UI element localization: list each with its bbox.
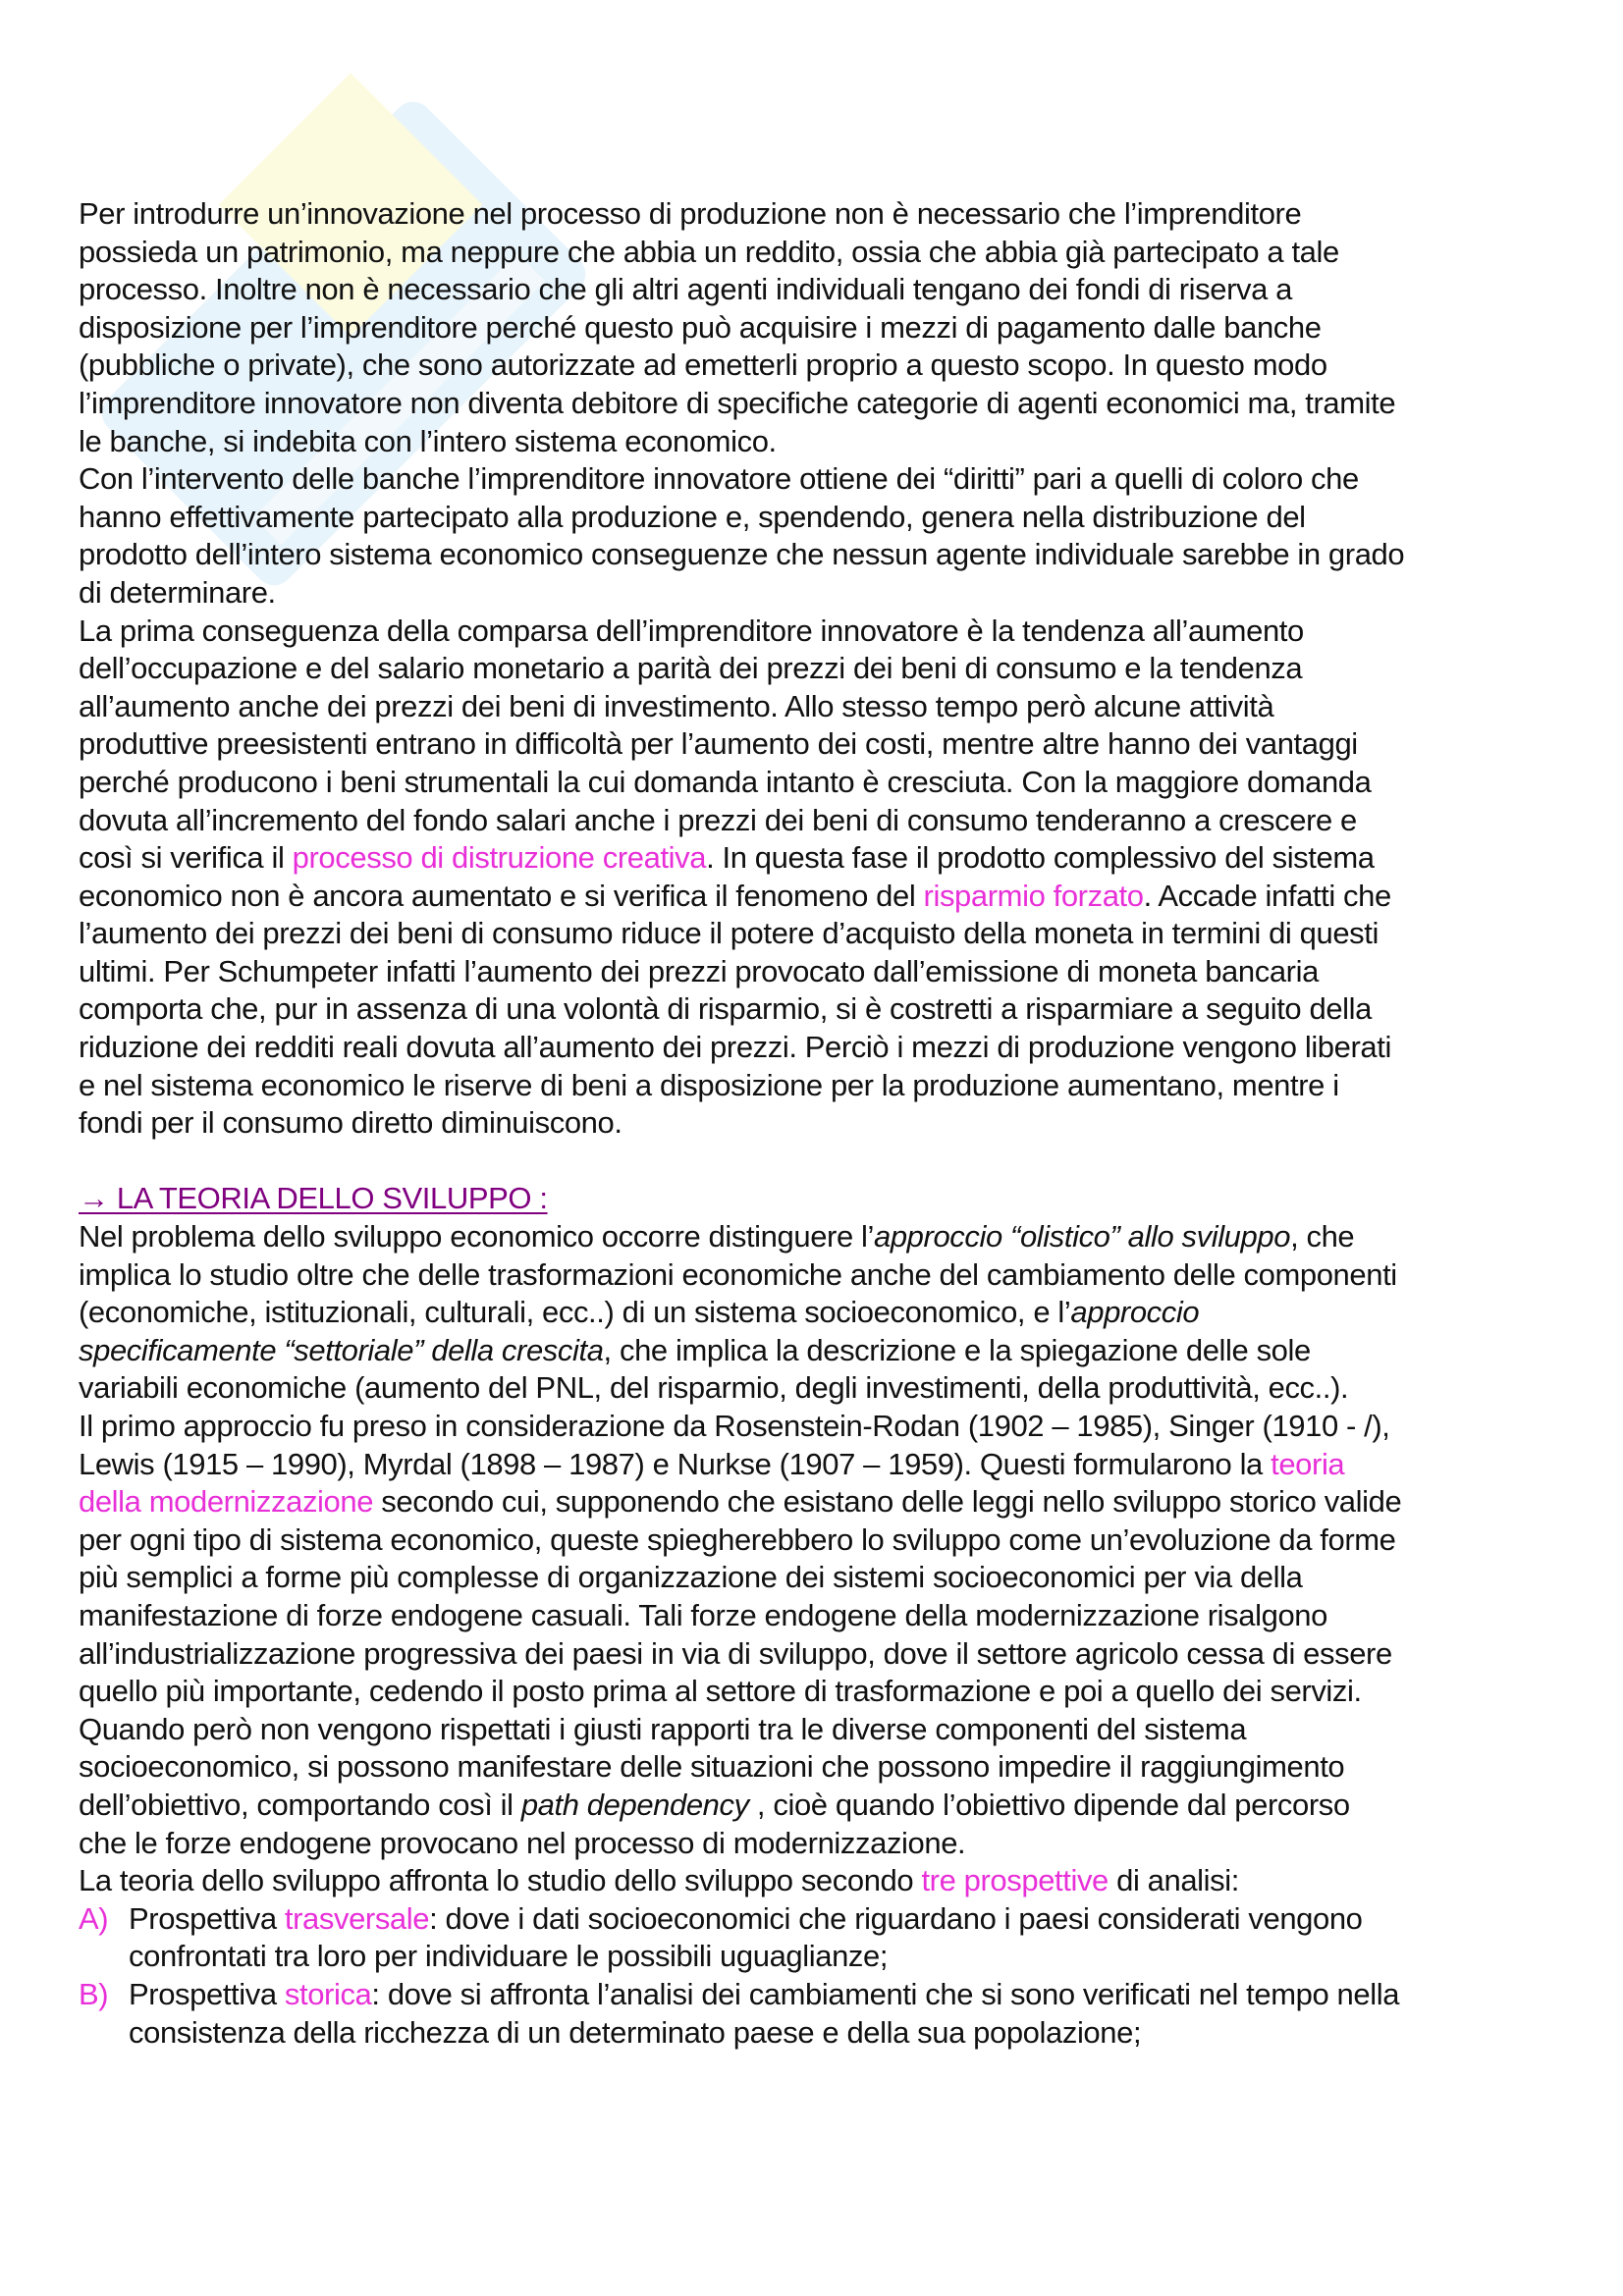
text-line: [79, 1332, 1571, 1370]
text-run: (economiche, istituzionali, culturali, ecc..) di un sistema socioeconomico, e l’: [79, 1295, 1071, 1330]
text-line: [79, 802, 1571, 840]
text-line: [129, 2014, 1571, 2053]
list-marker: B): [79, 1976, 109, 2011]
text-run: prodotto dell’intero sistema economico conseguenze che nessun agente individuale sarebbe in grado: [79, 537, 1405, 572]
text-line: [79, 1029, 1571, 1067]
text-run: : dove i dati socioeconomici che riguardano i paesi considerati vengono: [429, 1900, 1363, 1936]
text-run: fondi per il consumo diretto diminuiscono.: [79, 1105, 622, 1141]
text-run: le banche, si indebita con l’intero sistema economico.: [79, 423, 777, 458]
text-line: [79, 423, 1571, 461]
text-line: [79, 688, 1571, 726]
text-run: disposizione per l’imprenditore perché questo può acquisire i mezzi di pagamento dalle banche: [79, 309, 1322, 345]
highlighted-term: della modernizzazione: [79, 1484, 374, 1520]
text-run: riduzione dei redditi reali dovuta all’aumento dei prezzi. Perciò i mezzi di produzione vengono liberati: [79, 1030, 1391, 1065]
text-line: [79, 915, 1571, 953]
text-line: [79, 499, 1571, 537]
text-line: [79, 1218, 1571, 1256]
text-run: La teoria dello sviluppo affronta lo studio dello sviluppo secondo: [79, 1863, 922, 1898]
text-run: l’aumento dei prezzi dei beni di consumo riduce il potere d’acquisto della moneta in termini di questi: [79, 916, 1379, 951]
text-line: [79, 650, 1571, 688]
text-run: che le forze endogene provocano nel processo di modernizzazione.: [79, 1825, 966, 1860]
text-line: [79, 347, 1571, 385]
text-run: Con l’intervento delle banche l’imprenditore innovatore ottiene dei “diritti” pari a quelli di coloro che: [79, 461, 1359, 497]
text-run: secondo cui, supponendo che esistano delle leggi nello sviluppo storico valide: [373, 1484, 1402, 1520]
text-line: [79, 990, 1571, 1029]
text-run: socioeconomico, si possono manifestare delle situazioni che possono impedire il raggiungimento: [79, 1749, 1345, 1785]
text-line: [79, 1748, 1571, 1787]
list-item: [79, 1900, 1571, 1976]
text-run: ultimi. Per Schumpeter infatti l’aumento dei prezzi provocato dall’emissione di moneta bancaria: [79, 953, 1319, 988]
text-run: manifestazione di forze endogene casuali. Tali forze endogene della modernizzazione risalgono: [79, 1597, 1327, 1632]
text-run: dell’occupazione e del salario monetario a parità dei prezzi dei beni di consumo e la tendenza: [79, 651, 1303, 686]
text-run: all’aumento anche dei prezzi dei beni di investimento. Allo stesso tempo però alcune attività: [79, 688, 1274, 723]
text-line: [129, 1938, 1571, 1976]
text-line: [79, 878, 1571, 916]
text-line: [129, 1900, 1571, 1939]
text-line: [79, 613, 1571, 651]
text-run: dovuta all’incremento del fondo salari anche i prezzi dei beni di consumo tenderanno a crescere e: [79, 802, 1357, 837]
text-line: [129, 1976, 1571, 2014]
text-line: [79, 725, 1571, 764]
text-line: [79, 1294, 1571, 1332]
text-run: , cioè quando l’obiettivo dipende dal percorso: [748, 1787, 1350, 1822]
text-run: di analisi:: [1108, 1863, 1239, 1898]
highlighted-term: risparmio forzato: [923, 878, 1144, 913]
text-run: variabili economiche (aumento del PNL, del risparmio, degli investimenti, della produttività, ecc..).: [79, 1370, 1349, 1406]
text-line: [79, 1825, 1571, 1863]
text-run: Prospettiva: [129, 1900, 285, 1936]
italic-term: path dependency: [520, 1787, 749, 1822]
text-run: perché producono i beni strumentali la cui domanda intanto è cresciuta. Con la maggiore domanda: [79, 764, 1372, 799]
highlighted-term: storica: [284, 1976, 372, 2011]
text-run: Nel problema dello sviluppo economico occorre distinguere l’: [79, 1219, 874, 1255]
text-line: [79, 1711, 1571, 1749]
text-run: dell’obiettivo, comportando così il: [79, 1787, 521, 1822]
text-run: possieda un patrimonio, ma neppure che abbia un reddito, ossia che abbia già partecipato a tale: [79, 234, 1339, 269]
paragraph-innovation: [79, 195, 1571, 1143]
text-line: [79, 1369, 1571, 1408]
text-line: [79, 839, 1571, 878]
text-run: così si verifica il: [79, 840, 293, 876]
highlighted-term: teoria: [1271, 1446, 1345, 1481]
text-line: [79, 1787, 1571, 1825]
text-line: [79, 1862, 1571, 1900]
text-run: più semplici a forme più complesse di organizzazione dei sistemi socioeconomici per via della: [79, 1560, 1303, 1595]
text-run: confrontati tra loro per individuare le possibili uguaglianze;: [129, 1939, 889, 1974]
text-line: [79, 1597, 1571, 1635]
text-run: comporta che, pur in assenza di una volontà di risparmio, si è costretti a risparmiare a seguito della: [79, 991, 1372, 1027]
blank-line: [79, 1143, 1571, 1181]
text-run: quello più importante, cedendo il posto prima al settore di trasformazione e poi a quello dei servizi.: [79, 1674, 1362, 1709]
italic-term: approccio “olistico” allo sviluppo: [874, 1219, 1291, 1255]
text-line: [79, 536, 1571, 574]
text-run: per ogni tipo di sistema economico, queste spiegherebbero lo sviluppo come un’evoluzione da forme: [79, 1522, 1396, 1557]
section-heading: → LA TEORIA DELLO SVILUPPO :: [79, 1181, 548, 1216]
text-run: Il primo approccio fu preso in considerazione da Rosenstein-Rodan (1902 – 1985), Singer (1910 - /),: [79, 1409, 1390, 1443]
text-run: consistenza della ricchezza di un determinato paese e della sua popolazione;: [129, 2014, 1142, 2050]
text-line: [79, 385, 1571, 423]
text-run: . Accade infatti che: [1143, 878, 1391, 913]
text-run: economico non è ancora aumentato e si verifica il fenomeno del: [79, 878, 924, 913]
text-line: [79, 1446, 1571, 1484]
text-run: (pubbliche o private), che sono autorizzate ad emetterli proprio a questo scopo. In questo modo: [79, 347, 1327, 383]
text-line: [79, 1104, 1571, 1143]
highlighted-term: tre prospettive: [921, 1863, 1109, 1898]
text-run: La prima conseguenza della comparsa dell’imprenditore innovatore è la tendenza all’aumento: [79, 613, 1304, 648]
text-line: [79, 271, 1571, 309]
text-line: [79, 1408, 1571, 1446]
text-run: e nel sistema economico le riserve di beni a disposizione per la produzione aumentano, mentre i: [79, 1067, 1339, 1102]
list-marker: A): [79, 1900, 109, 1936]
highlighted-term: trasversale: [284, 1900, 430, 1936]
text-run: hanno effettivamente partecipato alla produzione e, spendendo, genera nella distribuzione del: [79, 499, 1306, 534]
text-line: [79, 460, 1571, 499]
text-line: [79, 953, 1571, 991]
text-line: [79, 1673, 1571, 1711]
text-line: [79, 1483, 1571, 1522]
text-run: produttive preesistenti entrano in difficoltà per l’aumento dei costi, mentre altre hanno dei vantaggi: [79, 726, 1358, 762]
text-run: all’industrializzazione progressiva dei paesi in via di sviluppo, dove il settore agricolo cessa di essere: [79, 1635, 1392, 1671]
text-line: [79, 1559, 1571, 1597]
text-line: [79, 195, 1571, 234]
text-run: , che: [1290, 1219, 1355, 1255]
text-line: [79, 1635, 1571, 1674]
text-run: di determinare.: [79, 574, 276, 610]
highlighted-term: processo di distruzione creativa: [292, 840, 707, 876]
text-run: l’imprenditore innovatore non diventa debitore di specifiche categorie di agenti economici ma, tramite: [79, 385, 1396, 420]
text-line: [79, 234, 1571, 272]
text-line: [79, 1067, 1571, 1105]
text-run: implica lo studio oltre che delle trasformazioni economiche anche del cambiamento delle componenti: [79, 1256, 1397, 1292]
text-run: Prospettiva: [129, 1976, 285, 2011]
section-development-theory: [79, 1218, 1571, 1900]
text-run: Per introdurre un’innovazione nel processo di produzione non è necessario che l’imprenditore: [79, 196, 1302, 231]
text-line: [79, 574, 1571, 613]
text-run: , che implica la descrizione e la spiegazione delle sole: [603, 1332, 1311, 1367]
text-line: [79, 1522, 1571, 1560]
text-line: [79, 764, 1571, 802]
text-line: [79, 309, 1571, 347]
text-run: : dove si affronta l’analisi dei cambiamenti che si sono verificati nel tempo nella: [371, 1976, 1400, 2011]
text-run: . In questa fase il prodotto complessivo del sistema: [706, 840, 1375, 876]
document-body: [79, 195, 1571, 2052]
italic-term: approccio: [1070, 1295, 1200, 1330]
text-run: Lewis (1915 – 1990), Myrdal (1898 – 1987) e Nurkse (1907 – 1959). Questi formularono la: [79, 1446, 1271, 1481]
text-line: [79, 1256, 1571, 1295]
text-run: processo. Inoltre non è necessario che gli altri agenti individuali tengano dei fondi di riserva a: [79, 272, 1293, 307]
perspectives-list: [79, 1900, 1571, 2052]
text-run: Quando però non vengono rispettati i giusti rapporti tra le diverse componenti del sistema: [79, 1711, 1247, 1746]
italic-term: specificamente “settoriale” della crescita: [79, 1332, 604, 1367]
list-item: [79, 1976, 1571, 2052]
